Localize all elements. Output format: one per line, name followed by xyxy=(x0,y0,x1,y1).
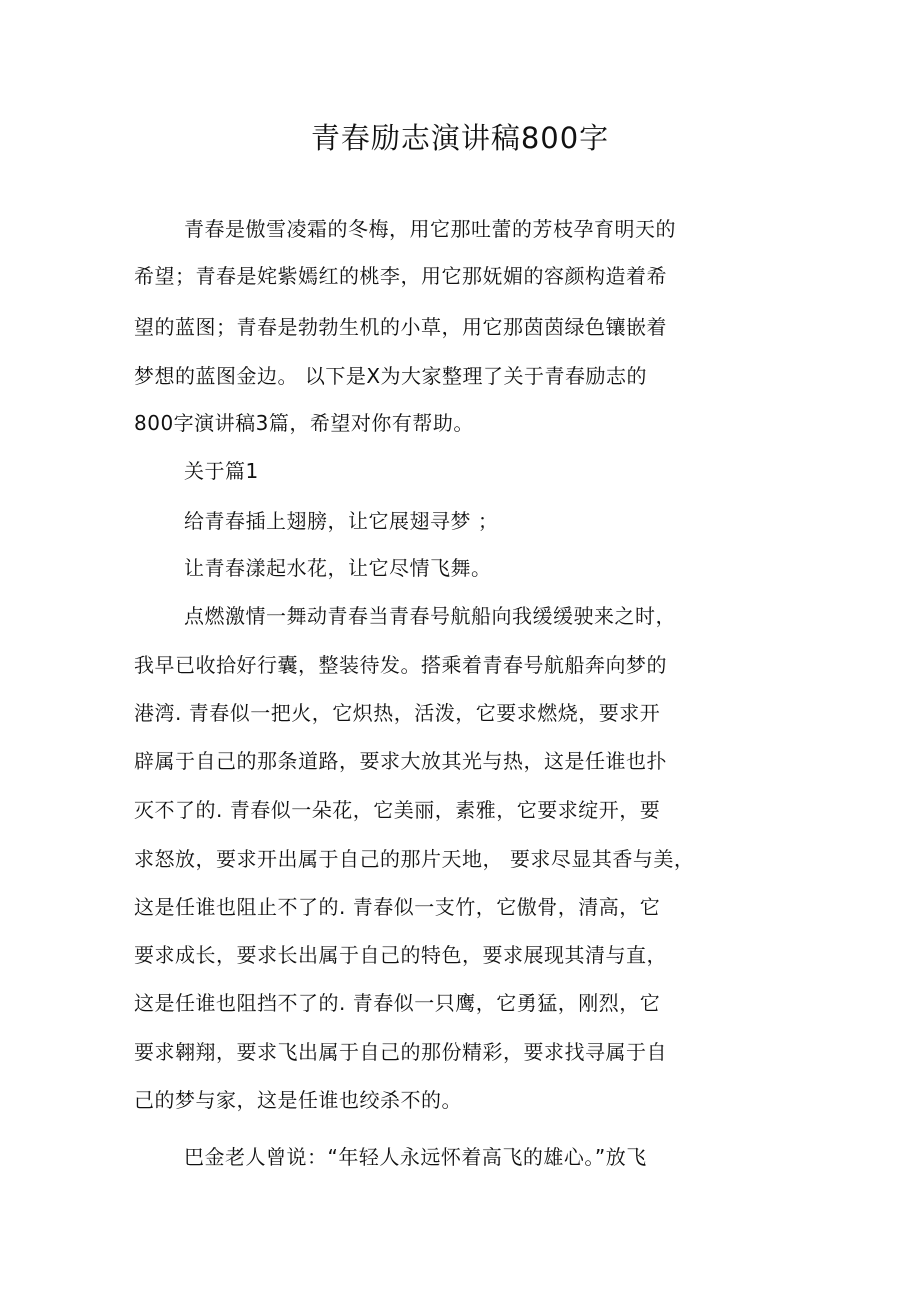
text-line: 青春是傲雪凌霜的冬梅，用它那吐蕾的芳枝孕育明天的 xyxy=(184,217,676,241)
text-line: 求怒放，要求开出属于自己的那片天地， 要求尽显其香与美， xyxy=(134,847,695,871)
text-line: 让青春漾起水花，让它尽情飞舞。 xyxy=(184,556,492,580)
text-line: 港湾. 青春似一把火，它炽热，活泼，它要求燃烧，要求开 xyxy=(134,701,661,725)
document-title: 青春励志演讲稿800字 xyxy=(310,121,610,155)
text-line: 望的蓝图；青春是勃勃生机的小草，用它那茵茵绿色镶嵌着 xyxy=(134,315,667,339)
text-line: 希望；青春是姹紫嫣红的桃李，用它那妩媚的容颜构造着希 xyxy=(134,264,667,288)
text-line: 己的梦与家，这是任谁也绞杀不的。 xyxy=(134,1088,462,1112)
text-line: 灭不了的. 青春似一朵花，它美丽，素雅，它要求绽开，要 xyxy=(134,798,661,822)
text-line: 要求成长，要求长出属于自己的特色，要求展现其清与直， xyxy=(134,943,667,967)
text-line: 给青春插上翅膀，让它展翅寻梦 ； xyxy=(184,509,499,533)
text-line: 这是任谁也阻挡不了的. 青春似一只鹰，它勇猛，刚烈，它 xyxy=(134,991,661,1015)
text-line: 这是任谁也阻止不了的. 青春似一支竹，它傲骨，清高，它 xyxy=(134,895,661,919)
text-line: 辟属于自己的那条道路，要求大放其光与热，这是任谁也扑 xyxy=(134,749,667,773)
text-line: 我早已收拾好行囊，整装待发。搭乘着青春号航船奔向梦的 xyxy=(134,653,667,677)
text-line: 巴金老人曾说：“年轻人永远怀着高飞的雄心。”放飞 xyxy=(184,1145,647,1169)
text-line: 点燃激情一舞动青春当青春号航船向我缓缓驶来之时， xyxy=(184,604,676,628)
section-heading: 关于篇1 xyxy=(184,459,259,483)
text-line: 要求翱翔，要求飞出属于自己的那份精彩，要求找寻属于自 xyxy=(134,1040,667,1064)
text-line: 梦想的蓝图金边。 以下是X为大家整理了关于青春励志的 xyxy=(134,364,648,388)
text-line: 800字演讲稿3篇，希望对你有帮助。 xyxy=(134,411,474,435)
